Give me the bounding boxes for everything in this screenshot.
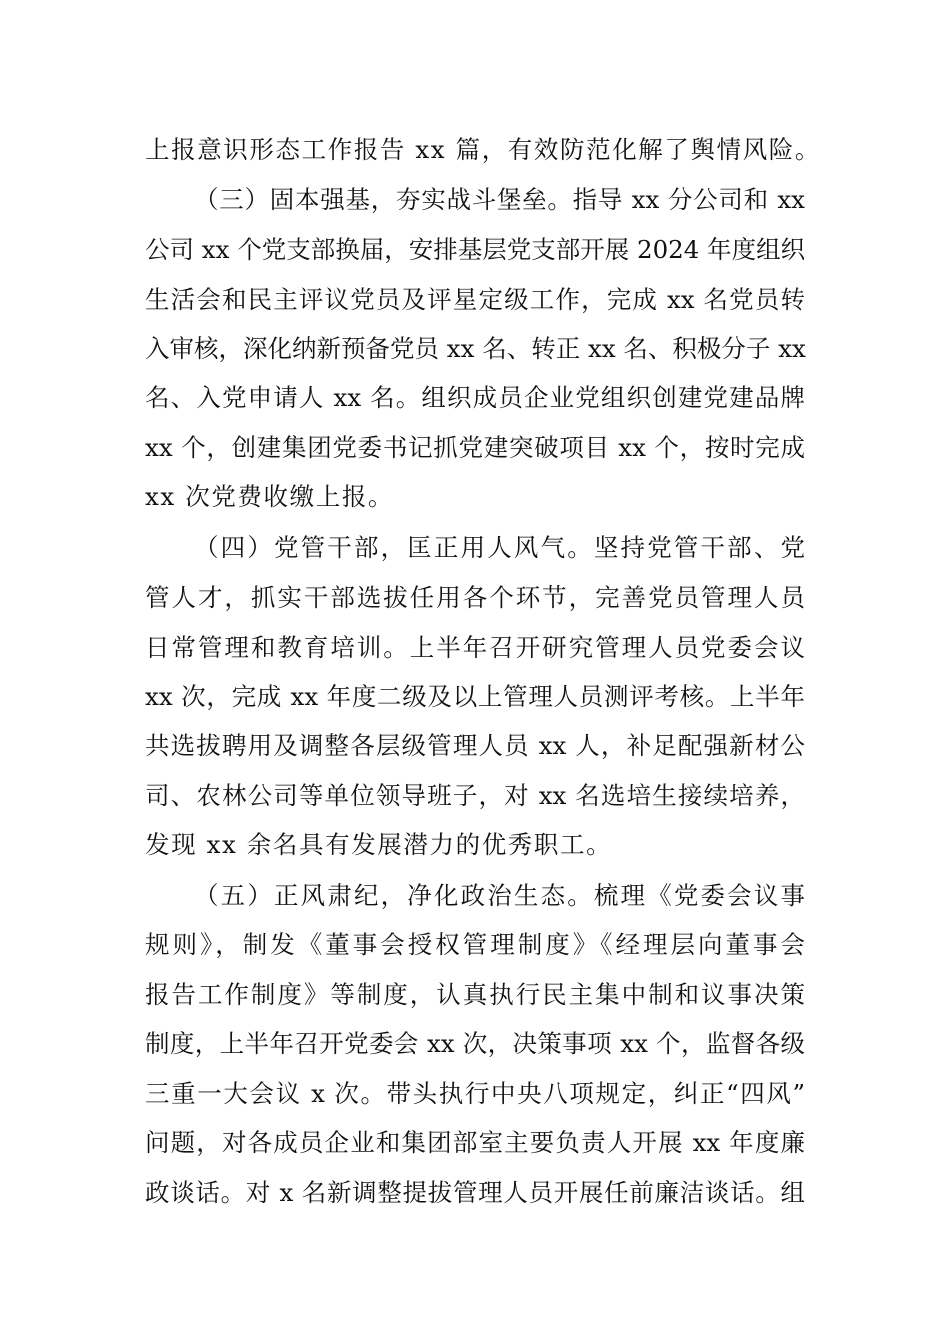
text-line: 管人才，抓实干部选拔任用各个环节，完善党员管理人员 — [145, 583, 805, 612]
text-line: 报告工作制度》等制度，认真执行民主集中制和议事决策 — [145, 980, 805, 1009]
text-line: 名、入党申请人 xx 名。组织成员企业党组织创建党建品牌 — [145, 383, 805, 412]
text-line: 司、农林公司等单位领导班子，对 xx 名选培生接续培养， — [145, 781, 805, 810]
section-heading-line: （三）固本强基，夯实战斗堡垒。指导 xx 分公司和 xx — [194, 185, 805, 214]
text-line: 入审核，深化纳新预备党员 xx 名、转正 xx 名、积极分子 xx — [145, 334, 806, 363]
text-line: 三重一大会议 x 次。带头执行中央八项规定，纠正“四风” — [145, 1079, 805, 1108]
text-line: 公司 xx 个党支部换届，安排基层党支部开展 2024 年度组织 — [145, 235, 806, 264]
text-line: 制度，上半年召开党委会 xx 次，决策事项 xx 个，监督各级 — [145, 1029, 805, 1058]
section-heading-line: （五）正风肃纪，净化政治生态。梳理《党委会议事 — [194, 881, 805, 910]
text-line: 上报意识形态工作报告 xx 篇，有效防范化解了舆情风险。 — [145, 135, 822, 164]
text-line: 生活会和民主评议党员及评星定级工作，完成 xx 名党员转 — [145, 285, 805, 314]
text-line: 问题，对各成员企业和集团部室主要负责人开展 xx 年度廉 — [145, 1128, 805, 1157]
text-line: 政谈话。对 x 名新调整提拔管理人员开展任前廉洁谈话。组 — [145, 1178, 805, 1207]
text-line: 共选拔聘用及调整各层级管理人员 xx 人，补足配强新材公 — [145, 731, 805, 760]
text-line: xx 次党费收缴上报。 — [145, 482, 395, 511]
text-line: xx 个，创建集团党委书记抓党建突破项目 xx 个，按时完成 — [145, 433, 805, 462]
text-line: 规则》，制发《董事会授权管理制度》《经理层向董事会 — [145, 930, 805, 959]
text-line: 日常管理和教育培训。上半年召开研究管理人员党委会议 — [145, 633, 805, 662]
text-line: 发现 xx 余名具有发展潜力的优秀职工。 — [145, 830, 613, 859]
text-line: xx 次，完成 xx 年度二级及以上管理人员测评考核。上半年 — [145, 682, 805, 711]
section-heading-line: （四）党管干部，匡正用人风气。坚持党管干部、党 — [194, 533, 805, 562]
